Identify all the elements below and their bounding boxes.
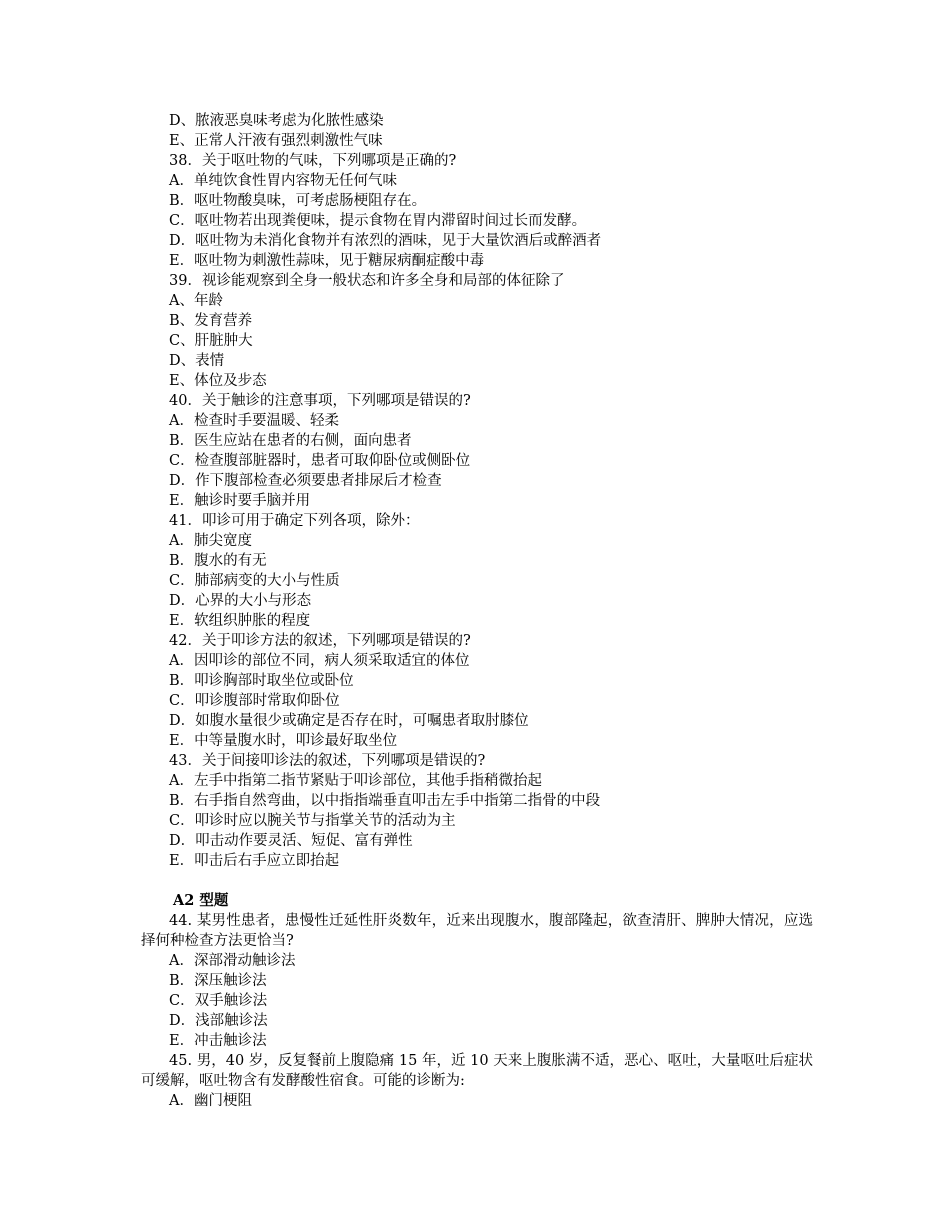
option-line: A．深部滑动触诊法	[169, 953, 296, 969]
option-line: C．叩诊腹部时常取仰卧位	[169, 693, 340, 709]
question-stem-41: 41．叩诊可用于确定下列各项，除外：	[169, 513, 420, 529]
option-line: D．作下腹部检查必须要患者排尿后才检查	[169, 473, 442, 489]
option-line: E．冲击触诊法	[169, 1033, 267, 1049]
document-body	[141, 111, 829, 1111]
question-stem-42: 42．关于叩诊方法的叙述，下列哪项是错误的?	[169, 633, 471, 649]
option-line: D．心界的大小与形态	[169, 593, 312, 609]
option-line: A．检查时手要温暖、轻柔	[169, 413, 339, 429]
option-line: E．叩击后右手应立即抬起	[169, 853, 340, 869]
option-line: B．呕吐物酸臭味，可考虑肠梗阻存在。	[169, 193, 427, 209]
option-line: D．浅部触诊法	[169, 1013, 268, 1029]
option-line: D、表情	[169, 353, 225, 369]
section-heading-a2: A2 型题	[173, 892, 229, 909]
option-line: A．肺尖宽度	[169, 533, 252, 549]
option-line: C．叩诊时应以腕关节与指掌关节的活动为主	[169, 813, 456, 829]
option-line: C、肝脏肿大	[169, 333, 253, 349]
question-block-44	[141, 911, 813, 1051]
question-stem-39: 39．视诊能观察到全身一般状态和许多全身和局部的体征除了	[169, 273, 565, 289]
option-line: D．如腹水量很少或确定是否存在时，可嘱患者取肘膝位	[169, 713, 529, 729]
option-line: D．呕吐物为未消化食物并有浓烈的酒味，见于大量饮酒后或醉酒者	[169, 233, 602, 249]
question-stem-40: 40．关于触诊的注意事项，下列哪项是错误的?	[169, 393, 471, 409]
option-line: B．右手指自然弯曲，以中指指端垂直叩击左手中指第二指骨的中段	[169, 793, 601, 809]
option-line: E、体位及步态	[169, 373, 267, 389]
option-line: C．呕吐物若出现粪便味，提示食物在胃内滞留时间过长而发酵。	[169, 213, 587, 229]
option-line: E．触诊时要手脑并用	[169, 493, 311, 509]
option-line: C．检查腹部脏器时，患者可取仰卧位或侧卧位	[169, 453, 471, 469]
option-line: E．呕吐物为刺激性蒜味，见于糖尿病酮症酸中毒	[169, 253, 485, 269]
option-line: D、脓液恶臭味考虑为化脓性感染	[169, 113, 384, 129]
option-line: B．叩诊胸部时取坐位或卧位	[169, 673, 354, 689]
option-line: D．叩击动作要灵活、短促、富有弹性	[169, 833, 413, 849]
question-stem-45: 45. 男，40 岁，反复餐前上腹隐痛 15 年，近 10 天来上腹胀满不适，恶心、呕吐，大量呕吐后症状可缓解，呕吐物含有发酵酸性宿食。可能的诊断为:	[141, 1053, 813, 1089]
option-line: E．中等量腹水时，叩诊最好取坐位	[169, 733, 398, 749]
question-stem-38: 38．关于呕吐物的气味，下列哪项是正确的?	[169, 153, 457, 169]
option-line: B．腹水的有无	[169, 553, 267, 569]
option-line: C．双手触诊法	[169, 993, 268, 1009]
option-line: B、发育营养	[169, 313, 253, 329]
question-block-45	[141, 1051, 813, 1111]
option-line: A．幽门梗阻	[169, 1093, 252, 1109]
option-line: E、正常人汗液有强烈刺激性气味	[169, 133, 383, 149]
option-line: B．医生应站在患者的右侧，面向患者	[169, 433, 412, 449]
question-stem-43: 43．关于间接叩诊法的叙述，下列哪项是错误的?	[169, 753, 486, 769]
option-line: C．肺部病变的大小与性质	[169, 573, 340, 589]
option-line: A．单纯饮食性胃内容物无任何气味	[169, 173, 397, 189]
option-line: B．深压触诊法	[169, 973, 267, 989]
option-line: A、年龄	[169, 293, 223, 309]
question-stem-44: 44. 某男性患者，患慢性迁延性肝炎数年，近来出现腹水，腹部隆起，欲查清肝、脾肿大情况，应选择何种检查方法更恰当?	[141, 913, 813, 949]
option-line: A．因叩诊的部位不同，病人须采取适宜的体位	[169, 653, 470, 669]
option-line: E．软组织肿胀的程度	[169, 613, 311, 629]
option-line: A．左手中指第二指节紧贴于叩诊部位，其他手指稍微抬起	[169, 773, 542, 789]
